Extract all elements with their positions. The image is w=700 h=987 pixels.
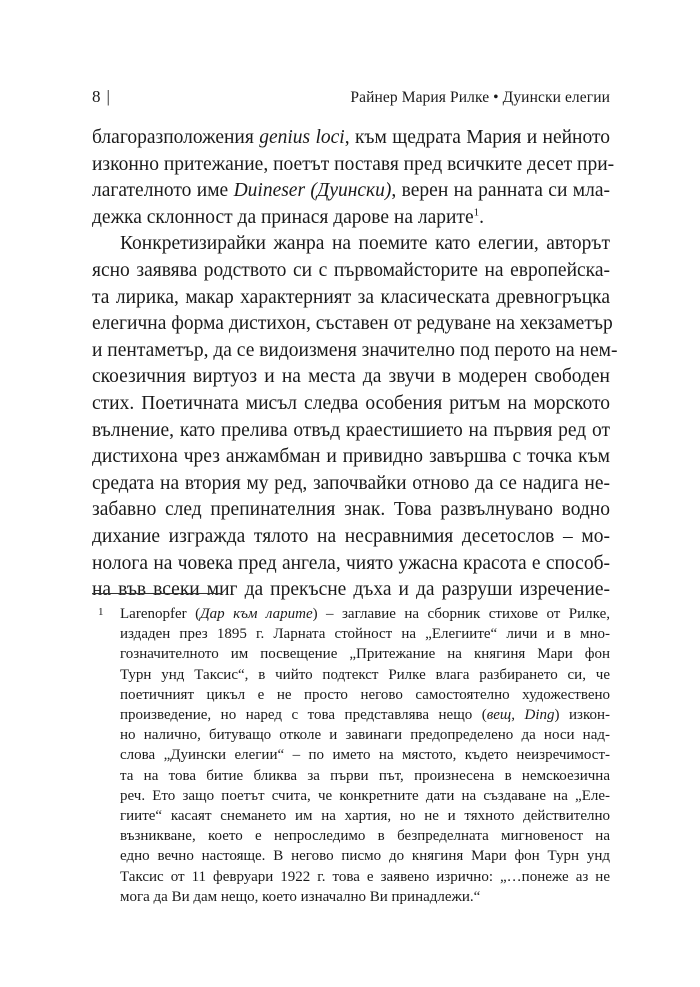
footnote-text — [120, 604, 610, 907]
text-line: елегична форма дистихон, съставен от редуване на хекзаметър — [92, 313, 613, 335]
text-line: та лирика, макар характерният за класическата древногръцка — [92, 286, 610, 308]
footnote-line: слова „Дуински елегии“ – по името на мястото, където неизречимост- — [120, 747, 610, 764]
italic-term: Дар към ларите — [200, 606, 313, 622]
footnote-line: мога да Ви дам нещо, което изначално Ви принадлежи.“ — [120, 888, 481, 905]
footnote-line: но налично, битуващо отколе и завинаги предопределено да носи над- — [120, 727, 610, 744]
text-line: лагателното име Duineser (Дуински), верен на ранната си мла- — [92, 180, 610, 202]
page-header — [92, 86, 610, 109]
text-line: забавно след препинателния знак. Това развълнувано водно — [92, 499, 610, 521]
footnote-marker: 1 — [98, 606, 104, 618]
page-number: 8 — [92, 87, 101, 106]
footnote-line: поетичният цикъл е не просто негово самостоятелно художествено — [120, 686, 610, 703]
text-line: средата на втория му ред, започвайки отново да се надига не- — [92, 472, 610, 494]
text-line: благоразположения genius loci, към щедрата Мария и нейното — [92, 127, 611, 148]
text-line: ясно заявява родството си с първомайсторите на европейска- — [92, 259, 610, 281]
header-separator: | — [106, 87, 110, 106]
footnote-line: издаден през 1895 г. Ларната стойност на „Елегиите“ личи и в мно- — [120, 626, 610, 643]
text-line: изконно притежание, поетът поставя пред всичките десет при- — [92, 153, 615, 175]
text-line: и пентаметър, да се видоизменя значително под перото на нем- — [92, 339, 618, 361]
footnote-line: гиите“ касаят снемането им на хартия, но не и тяхното действително — [120, 808, 610, 825]
page-number-group — [92, 86, 110, 108]
italic-term: Duineser (Дуински) — [233, 180, 392, 202]
footnote — [92, 604, 610, 907]
main-text — [92, 125, 618, 604]
footnote-line: Турн унд Таксис“, в чийто подтекст Рилке влага разбирането си, че — [120, 666, 610, 683]
footnote-divider — [92, 593, 222, 594]
footnote-line: реч. Ето защо поетът счита, че конкретните дати на създаване на „Еле- — [120, 787, 610, 804]
footnote-line: едно вечно настояще. В негово писмо до княгиня Мари фон Турн унд — [120, 848, 610, 865]
text-line: нолога на човека пред ангела, чиято ужасна красота е способ- — [92, 552, 610, 574]
text-line: стих. Поетичната мисъл следва особения ритъм на морското — [92, 392, 610, 414]
running-title: Райнер Мария Рилке • Дуински елегии — [350, 89, 610, 106]
footnote-line: произведение, но наред с това представлява нещо (вещ, Ding) изкон- — [120, 707, 611, 724]
footnote-line: та на това битие бликва за първи път, произнесена в немскоезична — [120, 767, 610, 784]
text-line: дихание изгражда тялото на несравнимия десетослов – мо- — [92, 525, 610, 547]
footnote-line: Таксис от 11 февруари 1922 г. това е заявено изрично: „…понеже аз не — [120, 868, 610, 885]
footnote-reference: 1 — [473, 206, 480, 219]
text-line: вълнение, като прелива отвъд краестишието на първия ред от — [92, 419, 610, 441]
footnote-line: Larenopfer (Дар към ларите) – заглавие на сборник стихове от Рилке, — [120, 606, 610, 622]
footnote-line: гозначителното им посвещение „Притежание на княгиня Мари фон — [120, 646, 610, 663]
text-line: скоезичния виртуоз и на места да звучи в модерен свободен — [92, 366, 610, 388]
text-line: Конкретизирайки жанра на поемите като елегии, авторът — [120, 233, 610, 255]
text-line: на във всеки миг да прекъсне дъха и да разруши изречение- — [92, 579, 610, 601]
italic-term: вещ, Ding — [486, 707, 555, 724]
text-line: дежка склонност да принася дарове на ларите$^1$. — [92, 206, 484, 228]
footnote-line: възникване, което е непроследимо в безпределната мигновеност на — [120, 828, 610, 845]
italic-term: genius loci — [259, 127, 345, 148]
text-line: дистихона чрез анжамбман и привидно завършва с точка към — [92, 446, 610, 468]
